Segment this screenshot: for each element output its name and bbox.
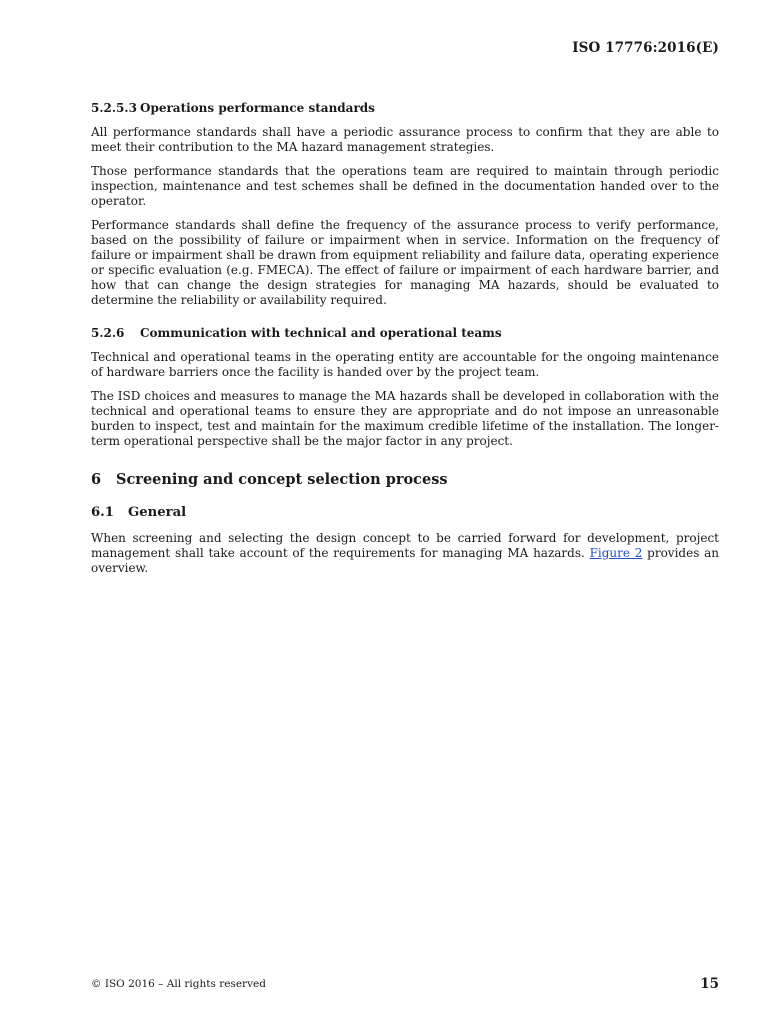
section-number: 6.1 xyxy=(91,505,114,520)
page-number: 15 xyxy=(700,976,719,992)
section-title: Operations performance standards xyxy=(140,101,375,115)
standard-identifier: ISO 17776:2016(E) xyxy=(572,40,719,56)
paragraph: Technical and operational teams in the operating entity are accountable for the ongoing maintenance of hardware barriers once the facility is handed over by the project team. xyxy=(91,350,719,379)
section-6-heading xyxy=(91,470,719,490)
section-number: 6 xyxy=(91,471,102,488)
copyright-notice: © ISO 2016 – All rights reserved xyxy=(91,978,266,990)
paragraph xyxy=(91,531,719,576)
paragraph-text: When screening and selecting the design concept to be carried forward for development, project management shall take account of the requirements for managing MA hazards. xyxy=(91,531,719,560)
paragraph-text: provides an overview. xyxy=(91,546,719,575)
section-title: Communication with technical and operational teams xyxy=(140,326,502,340)
section-number: 5.2.5.3 xyxy=(91,101,137,115)
section-6-1-heading xyxy=(91,504,719,522)
paragraph: Those performance standards that the operations team are required to maintain through periodic inspection, maintenance and test schemes shall be defined in the documentation handed over to the operator. xyxy=(91,164,719,208)
figure-2-link[interactable]: Figure 2 xyxy=(589,546,643,560)
paragraph: Performance standards shall define the frequency of the assurance process to verify performance, based on the possibility of failure or impairment when in service. Information on the frequency of failure or impairment shall be drawn from equipment reliability and failure data, operating experience or specific evaluation (e.g. FMECA). The effect of failure or impairment of each hardware barrier, and how that can change the design strategies for managing MA hazards, should be evaluated to determine the reliability or availability required. xyxy=(91,218,719,307)
paragraph: All performance standards shall have a periodic assurance process to confirm that they are able to meet their contribution to the MA hazard management strategies. xyxy=(91,125,719,154)
section-5-2-6-heading xyxy=(91,325,719,341)
paragraph: The ISD choices and measures to manage the MA hazards shall be developed in collaboration with the technical and operational teams to ensure they are appropriate and do not impose an unreasonable burden to inspect, test and maintain for the maximum credible lifetime of the installation. The longer-term operational perspective shall be the major factor in any project. xyxy=(91,389,719,448)
page-body xyxy=(91,100,719,585)
section-5-2-5-3-heading xyxy=(91,100,719,116)
section-number: 5.2.6 xyxy=(91,326,125,340)
section-title: Screening and concept selection process xyxy=(116,471,448,488)
section-title: General xyxy=(128,505,187,520)
